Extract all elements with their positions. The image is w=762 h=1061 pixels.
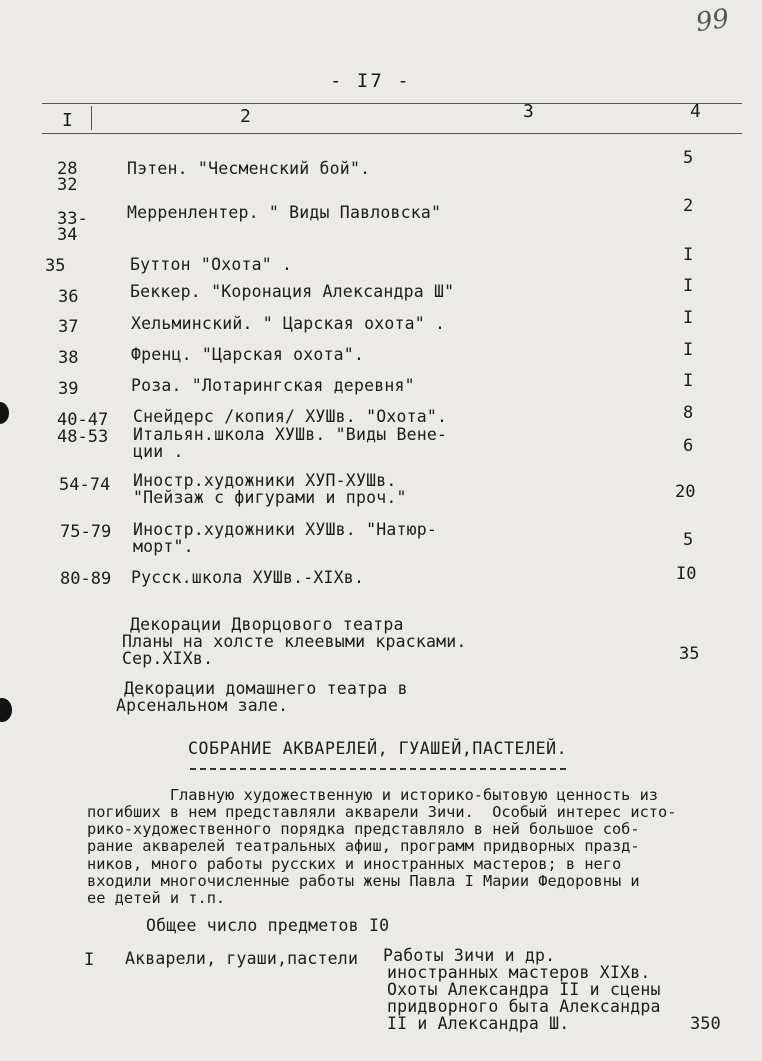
item-number: 34 <box>57 225 78 245</box>
item-description: Итальян.школа ХУШв. "Виды Вене- <box>133 425 448 444</box>
item-description: Русск.школа ХУШв.-ХIХв. <box>131 568 365 587</box>
item-description: Френц. "Царская охота". <box>131 345 365 364</box>
decoration-line: Декорации Дворцового театра <box>130 615 404 634</box>
punch-hole-bottom <box>0 698 12 722</box>
item-quantity: 20 <box>675 482 696 502</box>
decoration-quantity: 35 <box>679 644 700 664</box>
item-description: Охоты Александра II и сцены <box>387 980 661 999</box>
decoration-line: Декорации домашнего театра в <box>124 679 408 698</box>
item-description: Роза. "Лотарингская деревня" <box>131 376 415 395</box>
paragraph-line: рание акварелей театральных афиш, программ придворных празд- <box>87 837 640 855</box>
item-description: II и Александра Ш. <box>387 1014 570 1033</box>
item-quantity: 8 <box>683 403 694 423</box>
paragraph-line: погибших в нем представляли акварели Зичи. Особый интерес исто- <box>87 803 677 821</box>
item-description: Снейдерс /копия/ ХУШв. "Охота". <box>133 407 448 426</box>
page-number: - I7 - <box>330 70 411 92</box>
header-rule-bottom <box>42 133 742 134</box>
item-quantity: 5 <box>683 530 694 550</box>
item-number: I <box>84 950 95 970</box>
paragraph-line: входили многочисленные работы жены Павла I Марии Федоровны и <box>87 872 640 890</box>
decoration-line: Планы на холсте клеевыми красками. <box>122 632 467 651</box>
item-description: морт". <box>133 537 194 556</box>
item-number: 36 <box>58 287 79 307</box>
item-description: Иностр.художники ХУП-ХУШв. <box>133 471 397 490</box>
column-header-1: I <box>62 110 73 131</box>
item-number: 33- <box>57 209 88 229</box>
item-description: Иностр.художники ХУШв. "Натюр- <box>133 520 438 539</box>
paragraph-line: рико-художественного порядка представляло в ней большое соб- <box>87 820 640 838</box>
item-number: 28 <box>57 159 78 179</box>
item-number: 75-79 <box>60 522 112 542</box>
item-type: Акварели, гуаши,пастели <box>125 949 359 968</box>
paragraph-line: Главную художественную и историко-бытовую ценность из <box>87 786 658 804</box>
total-count: Общее число предметов I0 <box>146 916 390 935</box>
item-number: 48-53 <box>57 427 109 447</box>
item-description: Буттон "Охота" . <box>130 255 293 274</box>
item-number: 80-89 <box>60 569 112 589</box>
punch-hole-top <box>0 402 9 424</box>
header-rule-top <box>42 103 742 104</box>
item-quantity: I0 <box>676 564 697 584</box>
item-description: "Пейзаж с фигурами и проч." <box>133 488 407 507</box>
item-number: 32 <box>57 175 78 195</box>
paragraph-line: ее детей и т.п. <box>87 889 226 907</box>
item-quantity: I <box>683 245 694 265</box>
item-quantity: I <box>683 308 694 328</box>
column-header-2: 2 <box>240 106 251 127</box>
item-quantity: 6 <box>683 436 694 456</box>
item-description: Беккер. "Коронация Александра Ш" <box>130 282 455 301</box>
header-divider <box>91 106 92 130</box>
item-description: придворного быта Александра <box>387 997 661 1016</box>
item-quantity: 350 <box>690 1014 721 1034</box>
item-description: ции . <box>133 442 184 461</box>
item-quantity: 2 <box>683 196 694 216</box>
item-number: 54-74 <box>59 475 111 495</box>
item-number: 38 <box>58 348 79 368</box>
paragraph-line: ников, много работы русских и иностранных мастеров; в него <box>87 855 622 873</box>
item-number: 35 <box>45 256 66 276</box>
item-description: Хельминский. " Царская охота" . <box>131 314 446 333</box>
item-number: 40-47 <box>57 410 109 430</box>
item-description: Работы Зичи и др. <box>383 946 556 965</box>
item-number: 37 <box>58 317 79 337</box>
decoration-line: Арсенальном зале. <box>116 696 289 715</box>
item-description: Пэтен. "Чесменский бой". <box>127 159 371 178</box>
item-number: 39 <box>58 379 79 399</box>
item-description: Мерренлентер. " Виды Павловска" <box>127 203 442 222</box>
column-header-3: 3 <box>523 101 534 122</box>
decoration-line: Сер.ХIХв. <box>122 649 214 668</box>
item-quantity: I <box>683 340 694 360</box>
item-quantity: 5 <box>683 148 694 168</box>
heading-underline <box>190 768 566 770</box>
item-quantity: I <box>683 371 694 391</box>
item-description: иностранных мастеров ХIХв. <box>387 963 651 982</box>
section-heading: СОБРАНИЕ АКВАРЕЛЕЙ, ГУАШЕЙ,ПАСТЕЛЕЙ. <box>188 739 568 758</box>
item-quantity: I <box>683 276 694 296</box>
archive-sheet-number: 99 <box>694 3 732 39</box>
column-header-4: 4 <box>690 101 701 122</box>
